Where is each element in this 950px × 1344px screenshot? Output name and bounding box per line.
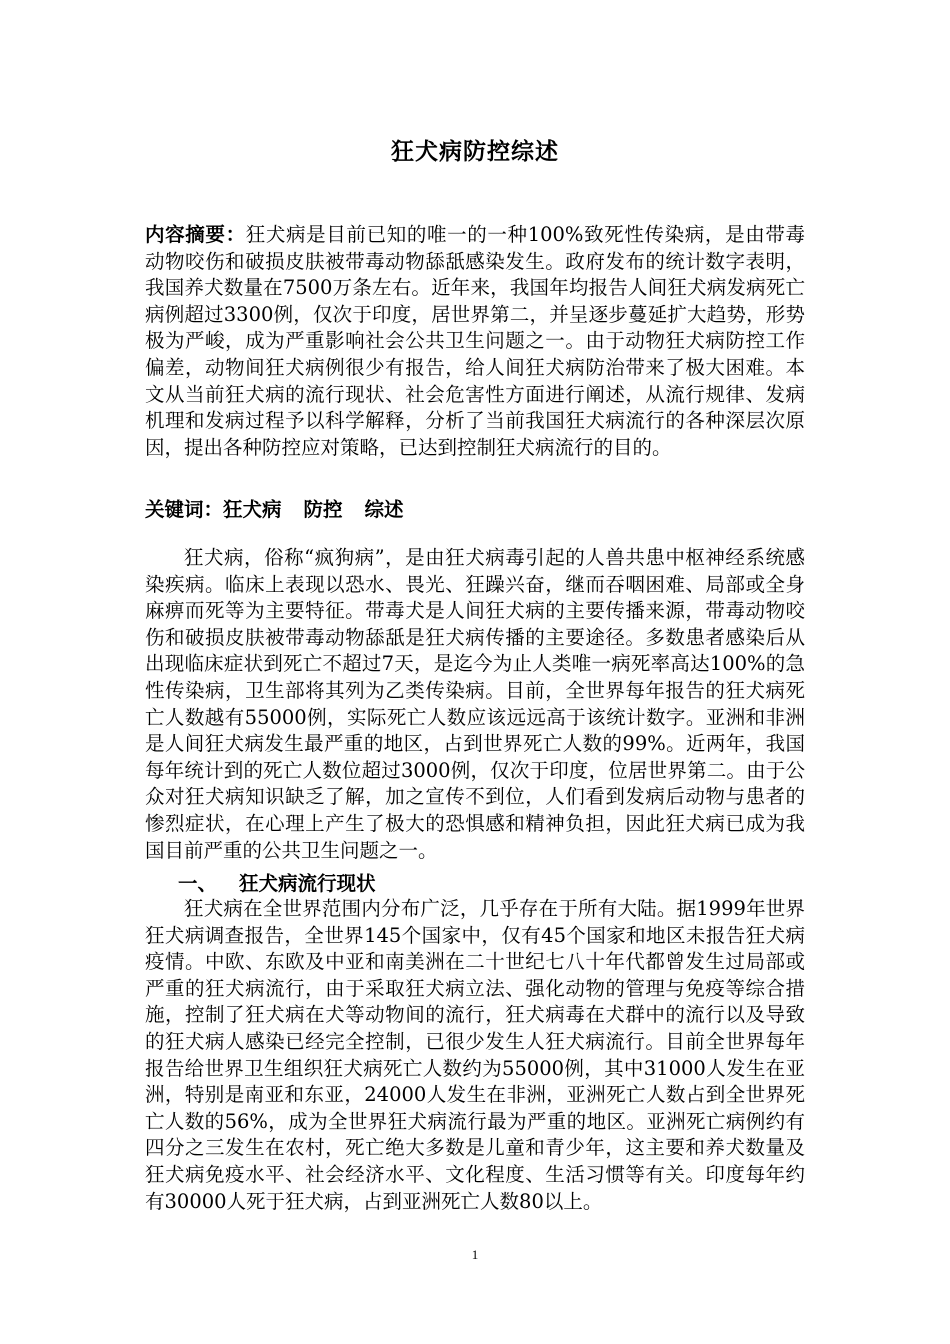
abstract-text: 狂犬病是目前已知的唯一的一种100%致死性传染病，是由带毒动物咬伤和破损皮肤被带毒动物舔舐感染发生。政府发布的统计数字表明，我国养犬数量在7500万条左右。近年来，我国年均报告人间狂犬病发病死亡病例超过3300例，仅次于印度，居世界第二，并呈逐步蔓延扩大趋势，形势极为严峻，成为严重影响社会公共卫生问题之一。由于动物狂犬病防控工作偏差，动物间狂犬病例很少有报告，给人间狂犬病防治带来了极大困难。本文从当前狂犬病的流行现状、社会危害性方面进行阐述，从流行规律、发病机理和发病过程予以科学解释，分析了当前我国狂犬病流行的各种深层次原因，提出各种防控应对策略，已达到控制狂犬病流行的目的。 [145, 223, 805, 459]
document-title: 狂犬病防控综述 [391, 138, 559, 165]
intro-paragraph: 狂犬病，俗称“疯狗病”，是由狂犬病毒引起的人兽共患中枢神经系统感染疾病。临床上表现以恐水、畏光、狂躁兴奋，继而吞咽困难、局部或全身麻痹而死等为主要特征。带毒犬是人间狂犬病的主要传播来源，带毒动物咬伤和破损皮肤被带毒动物舔舐是狂犬病传播的主要途径。多数患者感染后从出现临床症状到死亡不超过7天，是迄今为止人类唯一病死率高达100%的急性传染病，卫生部将其列为乙类传染病。目前，全世界每年报告的狂犬病死亡人数越有55000例，实际死亡人数应该远远高于该统计数字。亚洲和非洲是人间狂犬病发生最严重的地区，占到世界死亡人数的99%。近两年，我国每年统计到的死亡人数位超过3000例，仅次于印度，位居世界第二。由于公众对狂犬病知识缺乏了解，加之宣传不到位，人们看到发病后动物与患者的惨烈症状，在心理上产生了极大的恐惧感和精神负担，因此狂犬病已成为我国目前严重的公共卫生问题之一。 [145, 546, 805, 862]
section-heading-text: 狂犬病流行现状 [239, 872, 376, 895]
keyword-item: 综述 [364, 498, 404, 521]
keywords-line [145, 497, 805, 524]
abstract-paragraph [145, 222, 805, 461]
keyword-item: 防控 [303, 498, 343, 521]
keyword-item: 狂犬病 [223, 498, 282, 521]
section-number: 一、 [178, 872, 218, 895]
abstract-label: 内容摘要： [145, 223, 246, 246]
section-paragraph: 狂犬病在全世界范围内分布广泛，几乎存在于所有大陆。据1999年世界狂犬病调查报告，全世界145个国家中，仅有45个国家和地区未报告狂犬病疫情。中欧、东欧及中亚和南美洲在二十世纪七八十年代都曾发生过局部或严重的狂犬病流行，由于采取狂犬病立法、强化动物的管理与免疫等综合措施，控制了狂犬病在犬等动物间的流行，狂犬病毒在犬群中的流行以及导致的狂犬病人感染已经完全控制，已很少发生人狂犬病流行。目前全世界每年报告给世界卫生组织狂犬病死亡人数约为55000例，其中31000人发生在亚洲，特别是南亚和东亚，24000人发生在非洲，亚洲死亡人数占到全世界死亡人数的56%，成为全世界狂犬病流行最为严重的地区。亚洲死亡病例约有四分之三发生在农村，死亡绝大多数是儿童和青少年，这主要和养犬数量及狂犬病免疫水平、社会经济水平、文化程度、生活习惯等有关。印度每年约有30000人死于狂犬病，占到亚洲死亡人数80以上。 [145, 897, 805, 1213]
page-number: 1 [471, 1247, 479, 1262]
section-heading [178, 871, 778, 898]
keywords-label: 关键词： [145, 498, 224, 521]
